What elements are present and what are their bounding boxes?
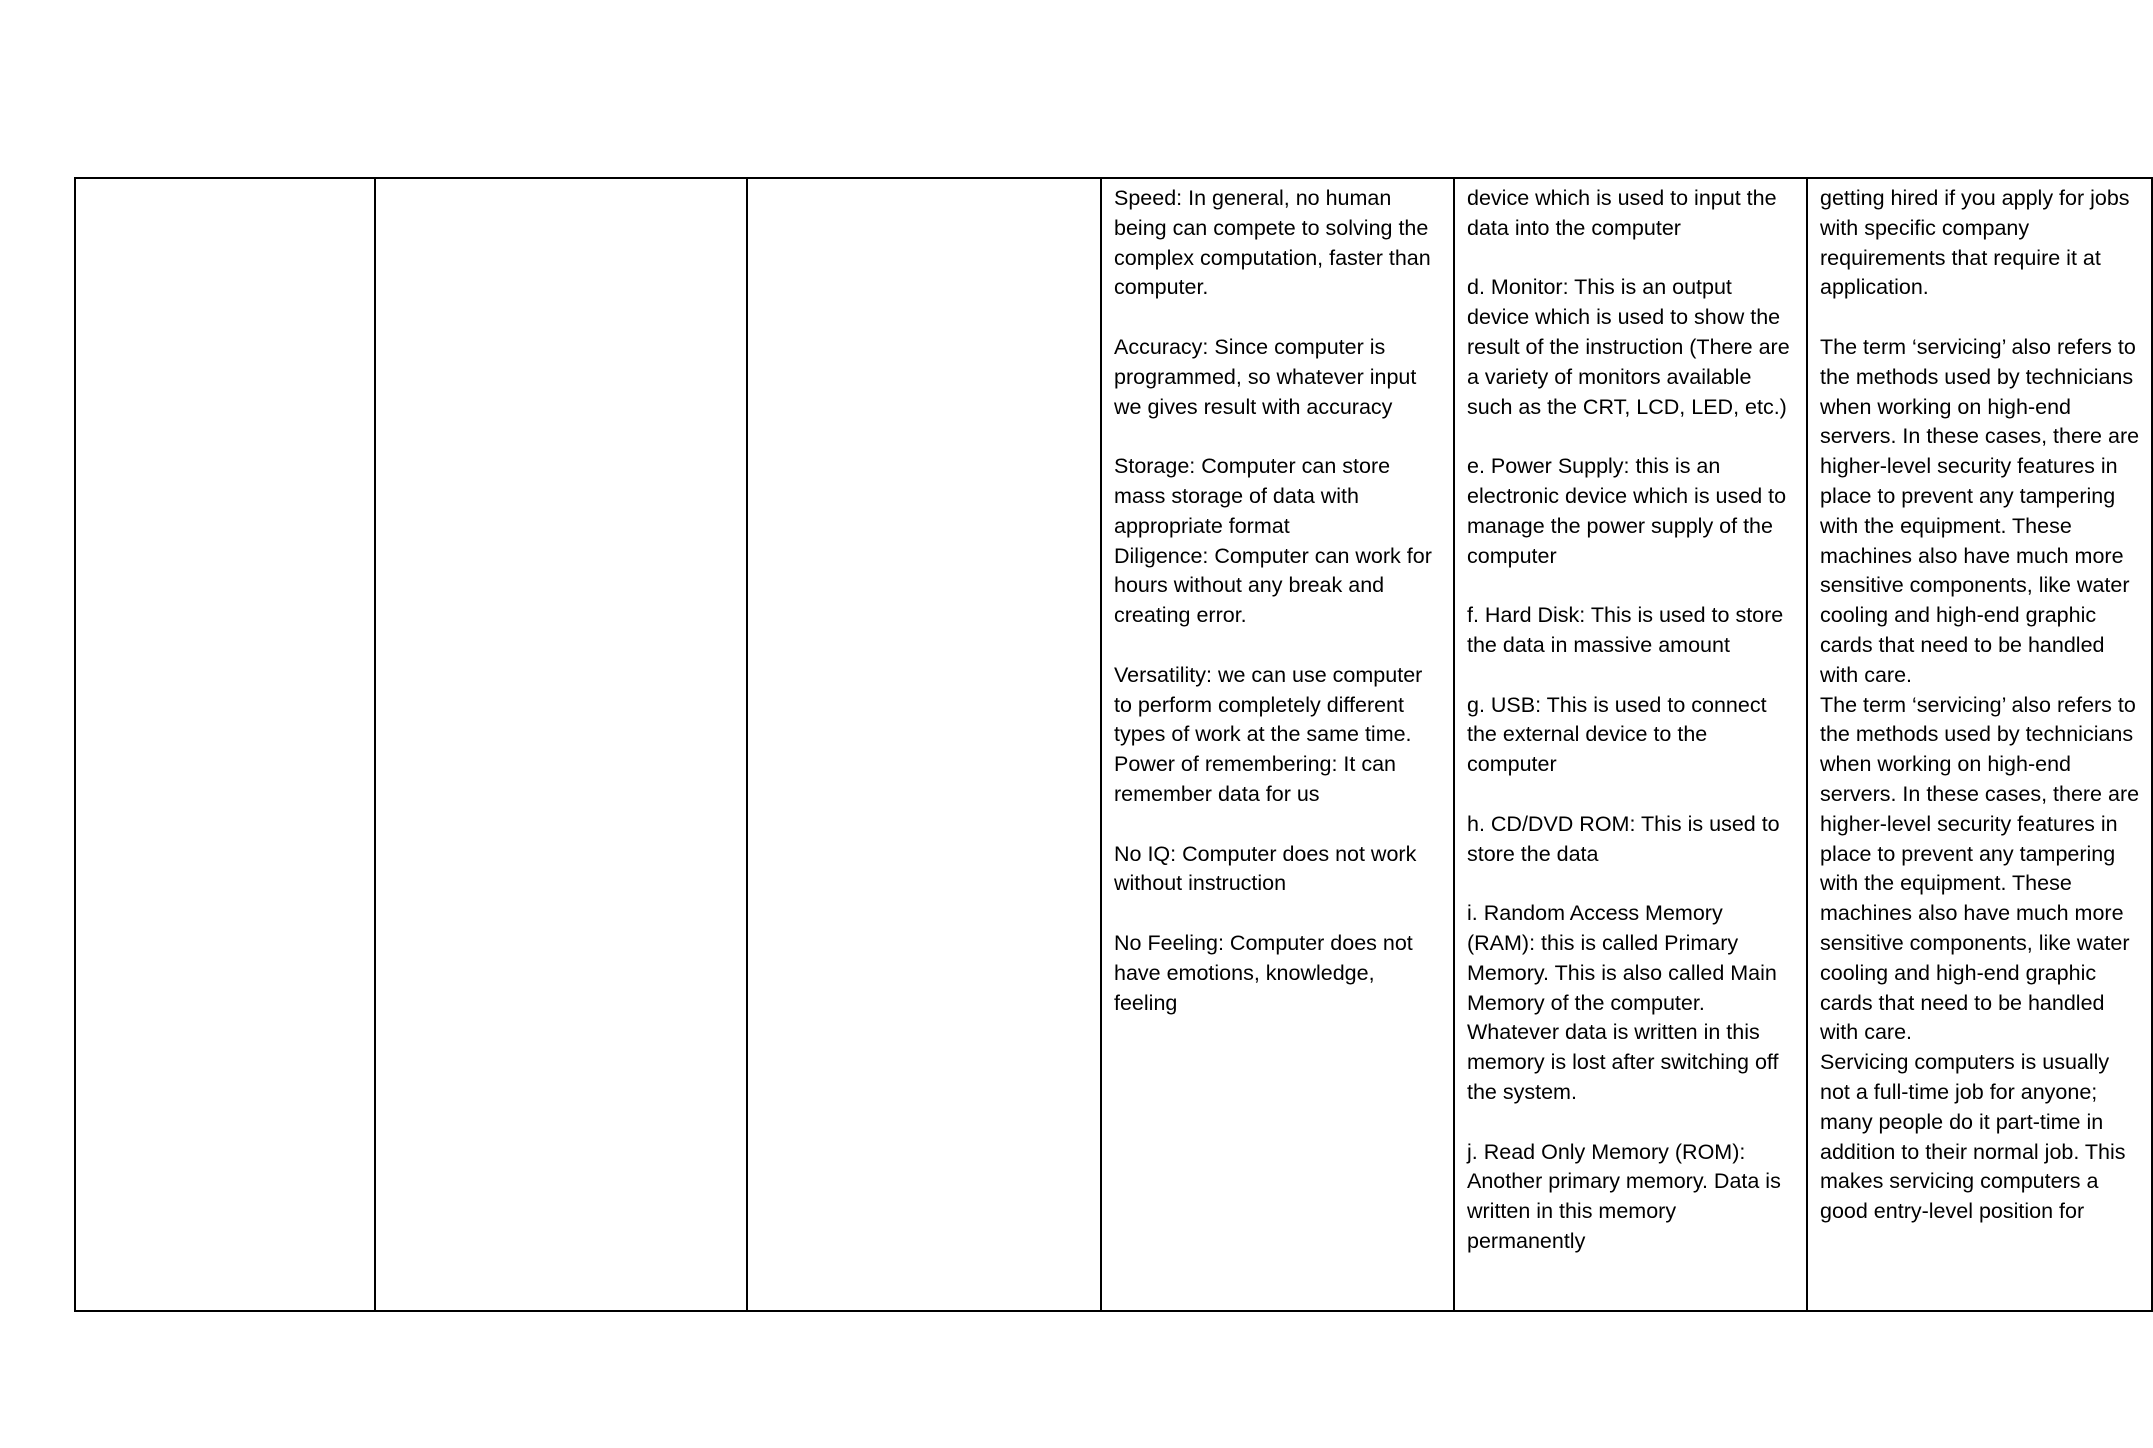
paragraph-diligence: Diligence: Computer can work for hours without any break and creating error. [1114, 543, 1432, 628]
table-row [75, 178, 2152, 1311]
paragraph-getting-hired: getting hired if you apply for jobs with specific company requirements that require it at application. [1820, 186, 2130, 300]
table-cell-empty-2 [375, 178, 747, 1311]
paragraph-servicing-job: Servicing computers is usually not a full-time job for anyone; many people do it part-time in addition to their normal job. This makes servicing computers a good entry-level position for [1820, 1050, 2126, 1224]
paragraph-servicing-term-2: The term ‘servicing’ also refers to the methods used by technicians when working on high-end servers. In these cases, there are higher-level security features in place to prevent any tampering with the equipment. These machines also have much more sensitive components, like water cooling and high-end graphic cards that need to be handled with care. [1820, 692, 2140, 1045]
paragraph-power-of-remembering: Power of remembering: It can remember data for us [1114, 752, 1397, 806]
paragraph-versatility: Versatility: we can use computer to perform completely different types of work at the same time. [1114, 662, 1423, 747]
paragraph-accuracy: Accuracy: Since computer is programmed, so whatever input we gives result with accuracy [1114, 334, 1417, 419]
paragraph-power-supply: e. Power Supply: this is an electronic device which is used to manage the power supply of the computer [1467, 454, 1787, 568]
table-cell-empty-1 [75, 178, 375, 1311]
content-table [74, 177, 2153, 1312]
paragraph-speed: Speed: In general, no human being can compete to solving the complex computation, faster than computer. [1114, 186, 1431, 300]
paragraph-storage: Storage: Computer can store mass storage of data with appropriate format [1114, 454, 1391, 538]
paragraph-monitor: d. Monitor: This is an output device which is used to show the result of the instruction (There are a variety of monitors available such as the CRT, LCD, LED, etc.) [1467, 275, 1790, 419]
paragraph-rom: j. Read Only Memory (ROM): Another primary memory. Data is written in this memory permanently [1467, 1139, 1781, 1253]
paragraph-no-iq: No IQ: Computer does not work without instruction [1114, 841, 1417, 896]
table-cell-components [1454, 178, 1807, 1311]
table-cell-characteristics [1101, 178, 1454, 1311]
paragraph-cd-dvd-rom: h. CD/DVD ROM: This is used to store the data [1467, 811, 1780, 866]
table-cell-empty-3 [747, 178, 1101, 1311]
paragraph-no-feeling: No Feeling: Computer does not have emotions, knowledge, feeling [1114, 930, 1413, 1015]
paragraph-input-device: device which is used to input the data into the computer [1467, 186, 1777, 240]
table-cell-servicing [1807, 178, 2152, 1311]
paragraph-ram: i. Random Access Memory (RAM): this is called Primary Memory. This is also called Main Memory of the computer. Whatever data is written in this memory is lost after switching off the system. [1467, 901, 1779, 1104]
paragraph-servicing-term-1: The term ‘servicing’ also refers to the methods used by technicians when working on high-end servers. In these cases, there are higher-level security features in place to prevent any tampering with the equipment. These machines also have much more sensitive components, like water cooling and high-end graphic cards that need to be handled with care. [1820, 334, 2140, 687]
paragraph-hard-disk: f. Hard Disk: This is used to store the data in massive amount [1467, 603, 1784, 657]
paragraph-usb: g. USB: This is used to connect the external device to the computer [1467, 692, 1767, 777]
